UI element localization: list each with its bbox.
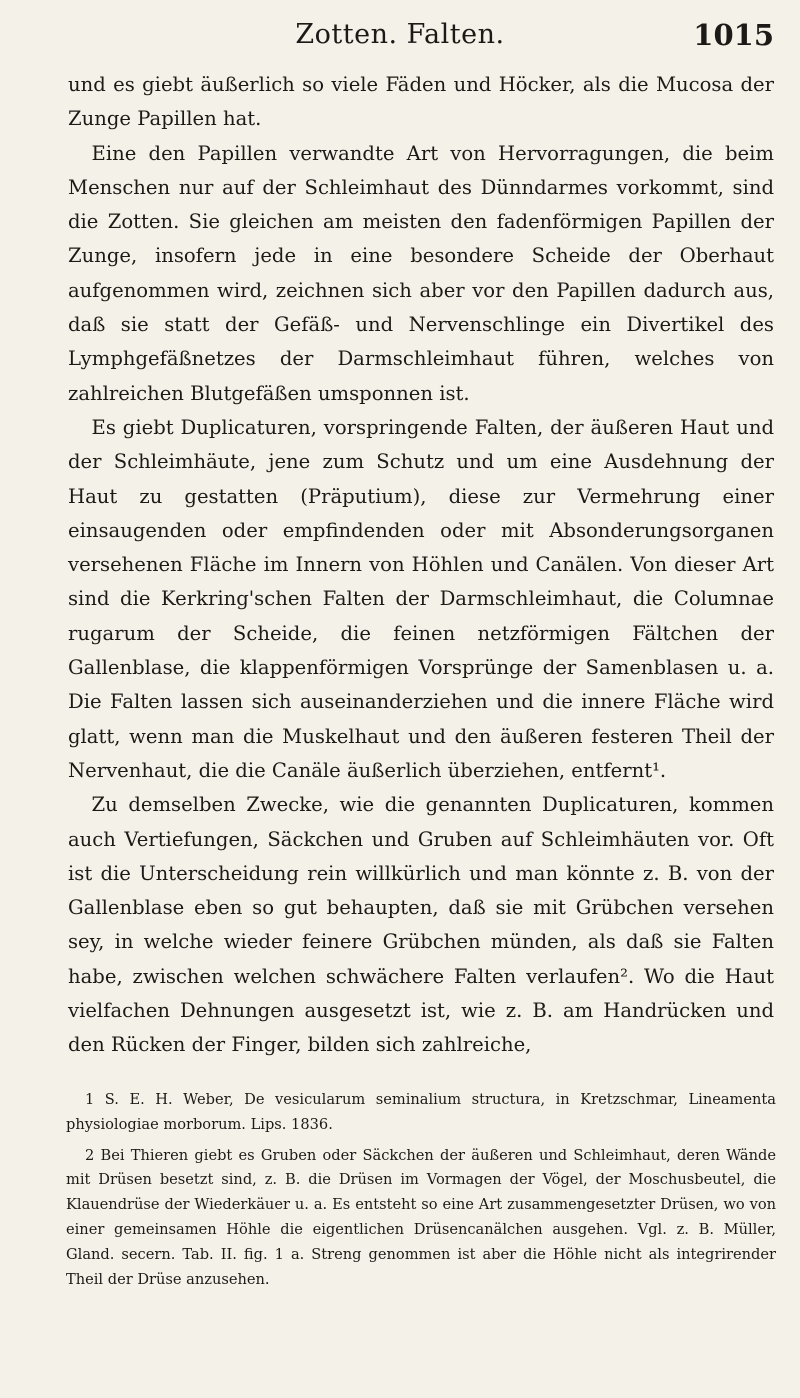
body-paragraph: Es giebt Duplicaturen, vorspringende Falten, der äußeren Haut und der Schleimhäute, jene zum Schutz und um eine Ausdehnung der Haut zu gestatten (Präputium), diese zur Vermehrung einer einsaugenden oder empfindenden oder mit Absonderungsorganen versehenen Fläche im Innern von Höhlen und Canälen. Von dieser Art sind die Kerkring'schen Falten der Darmschleimhaut, die Columnae rugarum der Scheide, die feinen netzförmigen Fältchen der Gallenblase, die klappenförmigen Vorsprünge der Samenblasen u. a. Die Falten lassen sich auseinanderziehen und die innere Fläche wird glatt, wenn man die Muskelhaut und den äußeren festeren Theil der Nervenhaut, die die Canäle äußerlich überziehen, entfernt¹.: [68, 415, 774, 782]
body-paragraph: und es giebt äußerlich so viele Fäden und Höcker, als die Mucosa der Zunge Papillen hat.: [68, 73, 774, 131]
running-title: Zotten. Falten.: [295, 19, 505, 50]
footnote: 2 Bei Thieren giebt es Gruben oder Säckchen der äußeren und Schleimhaut, deren Wände mit Drüsen besetzt sind, z. B. die Drüsen im Vormagen der Vögel, der Moschusbeutel, die Klauendrüse der Wiederkäuer u. a. Es entsteht so eine Art zusammengesetzter Drüsen, wo von einer gemeinsamen Höhle die eigentlichen Drüsencanälchen ausgehen. Vgl. z. B. Müller, Gland. secern. Tab. II. fig. 1 a. Streng genommen ist aber die Höhle nicht als integrirender Theil der Drüse anzusehen.: [66, 1146, 776, 1288]
footnote: 1 S. E. H. Weber, De vesicularum seminalium structura, in Kretzschmar, Lineamenta physiologiae morborum. Lips. 1836.: [66, 1091, 776, 1133]
body-text: [68, 68, 774, 1063]
page-header: [0, 12, 800, 62]
footnotes: [66, 1088, 776, 1298]
body-paragraph: Zu demselben Zwecke, wie die genannten Duplicaturen, kommen auch Vertiefungen, Säckchen und Gruben auf Schleimhäuten vor. Oft ist die Unterscheidung rein willkürlich und man könnte z. B. von der Gallenblase eben so gut behaupten, daß sie mit Grübchen versehen sey, in welche wieder feinere Grübchen münden, als daß sie Falten habe, zwischen welchen schwächere Falten verlaufen². Wo die Haut vielfachen Dehnungen ausgesetzt ist, wie z. B. am Handrücken und den Rücken der Finger, bilden sich zahlreiche,: [68, 793, 774, 1057]
page-number: 1015: [693, 18, 774, 52]
body-paragraph: Eine den Papillen verwandte Art von Hervorragungen, die beim Menschen nur auf der Schleimhaut des Dünndarmes vorkommt, sind die Zotten. Sie gleichen am meisten den fadenförmigen Papillen der Zunge, insofern jede in eine besondere Scheide der Oberhaut aufgenommen wird, zeichnen sich aber vor den Papillen dadurch aus, daß sie statt der Gefäß- und Nervenschlinge ein Divertikel des Lymphgefäßnetzes der Darmschleimhaut führen, welches von zahlreichen Blutgefäßen umsponnen ist.: [68, 141, 774, 405]
